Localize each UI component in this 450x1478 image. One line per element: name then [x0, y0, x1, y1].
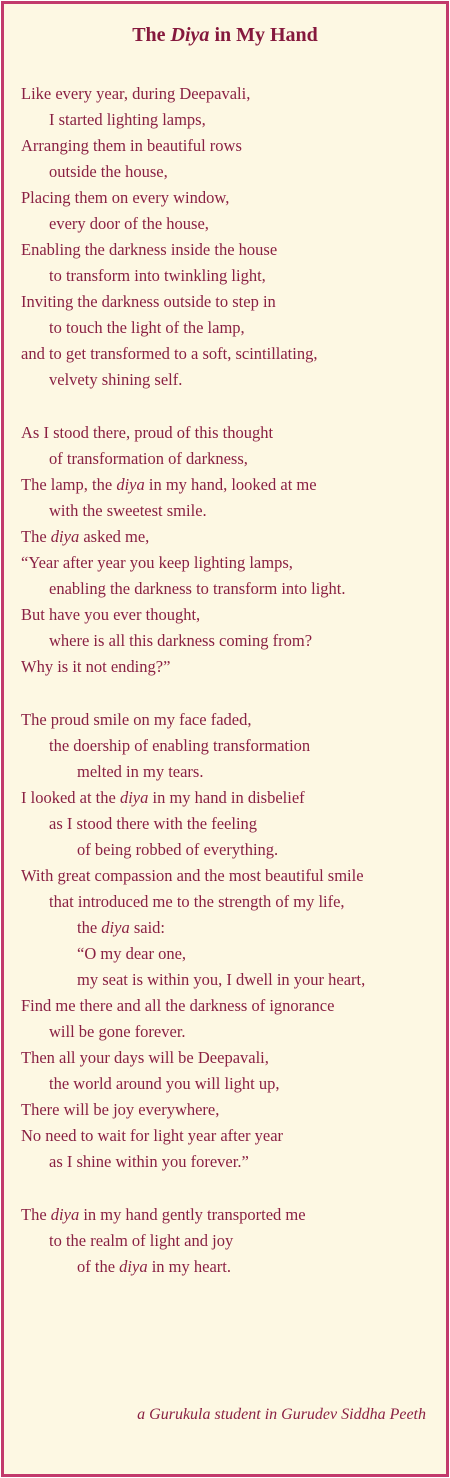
poem-line — [21, 811, 441, 837]
poem-line-text: in my hand in disbelief — [148, 788, 305, 807]
poem-line-text: the — [77, 918, 102, 937]
poem-line-text: to touch the light of the lamp, — [49, 318, 245, 337]
title-after: in My Hand — [209, 24, 318, 46]
poem-line — [21, 107, 441, 133]
poem-line — [21, 185, 441, 211]
poem-line-text: in my heart. — [147, 1257, 231, 1276]
poem-line-text: With great compassion and the most beautiful smile — [21, 866, 364, 885]
poem-line — [21, 1019, 441, 1045]
poem-line-text: Then all your days will be Deepavali, — [21, 1048, 269, 1067]
poem-line-text: of being robbed of everything. — [77, 840, 279, 859]
poem-line — [21, 367, 441, 393]
poem-line-emphasis: diya — [116, 475, 145, 494]
poem-line-text: that introduced me to the strength of my life, — [49, 892, 345, 911]
poem-line — [21, 446, 441, 472]
poem-line-text: to the realm of light and joy — [49, 1231, 234, 1250]
poem-line — [21, 1149, 441, 1175]
poem-line-text: Enabling the darkness inside the house — [21, 240, 278, 259]
poem-line-text: the doership of enabling transformation — [49, 736, 311, 755]
poem-line-text: of transformation of darkness, — [49, 449, 248, 468]
poem-line-text: my seat is within you, I dwell in your heart, — [77, 970, 366, 989]
stanza-gap — [21, 393, 441, 420]
stanza-gap — [21, 1175, 441, 1202]
poem-line-text: But have you ever thought, — [21, 605, 201, 624]
poem-line-text: The — [21, 1205, 51, 1224]
poem-line — [21, 341, 441, 367]
poem-line-text: No need to wait for light year after year — [21, 1126, 284, 1145]
poem-line-text: I looked at the — [21, 788, 120, 807]
poem-line — [21, 576, 441, 602]
poem-line-text: asked me, — [79, 527, 150, 546]
poem-line-text: The proud smile on my face faded, — [21, 710, 252, 729]
poem-line — [21, 915, 441, 941]
poem-line — [21, 863, 441, 889]
poem-line — [21, 498, 441, 524]
poem-line-text: Inviting the darkness outside to step in — [21, 292, 276, 311]
poem-line-text: The — [21, 527, 51, 546]
poem-line — [21, 550, 441, 576]
poem-line — [21, 785, 441, 811]
poem-line — [21, 1228, 441, 1254]
poem-line-text: said: — [129, 918, 166, 937]
poem-line — [21, 1254, 441, 1280]
poem-line-text: Find me there and all the darkness of ignorance — [21, 996, 335, 1015]
poem-line-text: where is all this darkness coming from? — [49, 631, 313, 650]
poem-line — [21, 263, 441, 289]
poem-line-text: will be gone forever. — [49, 1022, 186, 1041]
poem-attribution: a Gurukula student in Gurudev Siddha Peeth — [137, 1406, 426, 1423]
poem-line — [21, 1097, 441, 1123]
poem-line — [21, 1202, 441, 1228]
poem-line-text: as I shine within you forever.” — [49, 1152, 249, 1171]
poem-line-text: the world around you will light up, — [49, 1074, 280, 1093]
poem-line-text: velvety shining self. — [49, 370, 183, 389]
poem-line-text: There will be joy everywhere, — [21, 1100, 220, 1119]
poem-line-emphasis: diya — [101, 918, 130, 937]
title-before: The — [132, 24, 171, 46]
poem-line — [21, 159, 441, 185]
poem-line — [21, 237, 441, 263]
poem-line — [21, 837, 441, 863]
poem-line — [21, 628, 441, 654]
poem-line — [21, 759, 441, 785]
poem-line-emphasis: diya — [50, 1205, 80, 1224]
poem-line-text: Like every year, during Deepavali, — [21, 84, 251, 103]
poem-line-text: and to get transformed to a soft, scintillating, — [21, 344, 318, 363]
poem-line-text: Why is it not ending?” — [21, 657, 171, 676]
poem-line-text: “O my dear one, — [77, 944, 187, 963]
poem-line-text: As I stood there, proud of this thought — [21, 423, 274, 442]
poem-line-text: The lamp, the — [21, 475, 117, 494]
poem-line-text: melted in my tears. — [77, 762, 204, 781]
poem-line-text: as I stood there with the feeling — [49, 814, 258, 833]
poem-line — [21, 733, 441, 759]
poem-line-emphasis: diya — [119, 1257, 148, 1276]
stanza-gap — [21, 680, 441, 707]
poem-line — [21, 707, 441, 733]
poem-line — [21, 967, 441, 993]
poem-line — [21, 211, 441, 237]
poem-line-text: outside the house, — [49, 162, 168, 181]
poem-line — [21, 81, 441, 107]
poem-line-text: of the — [77, 1257, 120, 1276]
poem-line-text: with the sweetest smile. — [49, 501, 207, 520]
poem-line-text: “Year after year you keep lighting lamps, — [21, 553, 293, 572]
poem-line-text: enabling the darkness to transform into light. — [49, 579, 346, 598]
poem-line — [21, 889, 441, 915]
poem-line-text: in my hand, looked at me — [144, 475, 317, 494]
poem-line — [21, 420, 441, 446]
poem-line — [21, 602, 441, 628]
poem-line — [21, 289, 441, 315]
poem-line-text: in my hand gently transported me — [79, 1205, 306, 1224]
poem-line — [21, 1045, 441, 1071]
poem-line-text: Arranging them in beautiful rows — [21, 136, 242, 155]
poem-line — [21, 654, 441, 680]
poem-title — [4, 24, 446, 47]
poem-line-emphasis: diya — [119, 788, 149, 807]
poem-line-text: every door of the house, — [49, 214, 209, 233]
poem-body — [21, 81, 441, 1280]
poem-line-text: I started lighting lamps, — [49, 110, 206, 129]
poem-line — [21, 1071, 441, 1097]
poem-line — [21, 472, 441, 498]
poem-line — [21, 315, 441, 341]
poem-line — [21, 941, 441, 967]
poem-line — [21, 524, 441, 550]
poem-line-text: to transform into twinkling light, — [49, 266, 266, 285]
poem-card — [1, 1, 449, 1477]
poem-line-emphasis: diya — [50, 527, 80, 546]
title-emphasis: Diya — [170, 24, 210, 46]
poem-line — [21, 1123, 441, 1149]
poem-line — [21, 133, 441, 159]
poem-line-text: Placing them on every window, — [21, 188, 230, 207]
poem-line — [21, 993, 441, 1019]
